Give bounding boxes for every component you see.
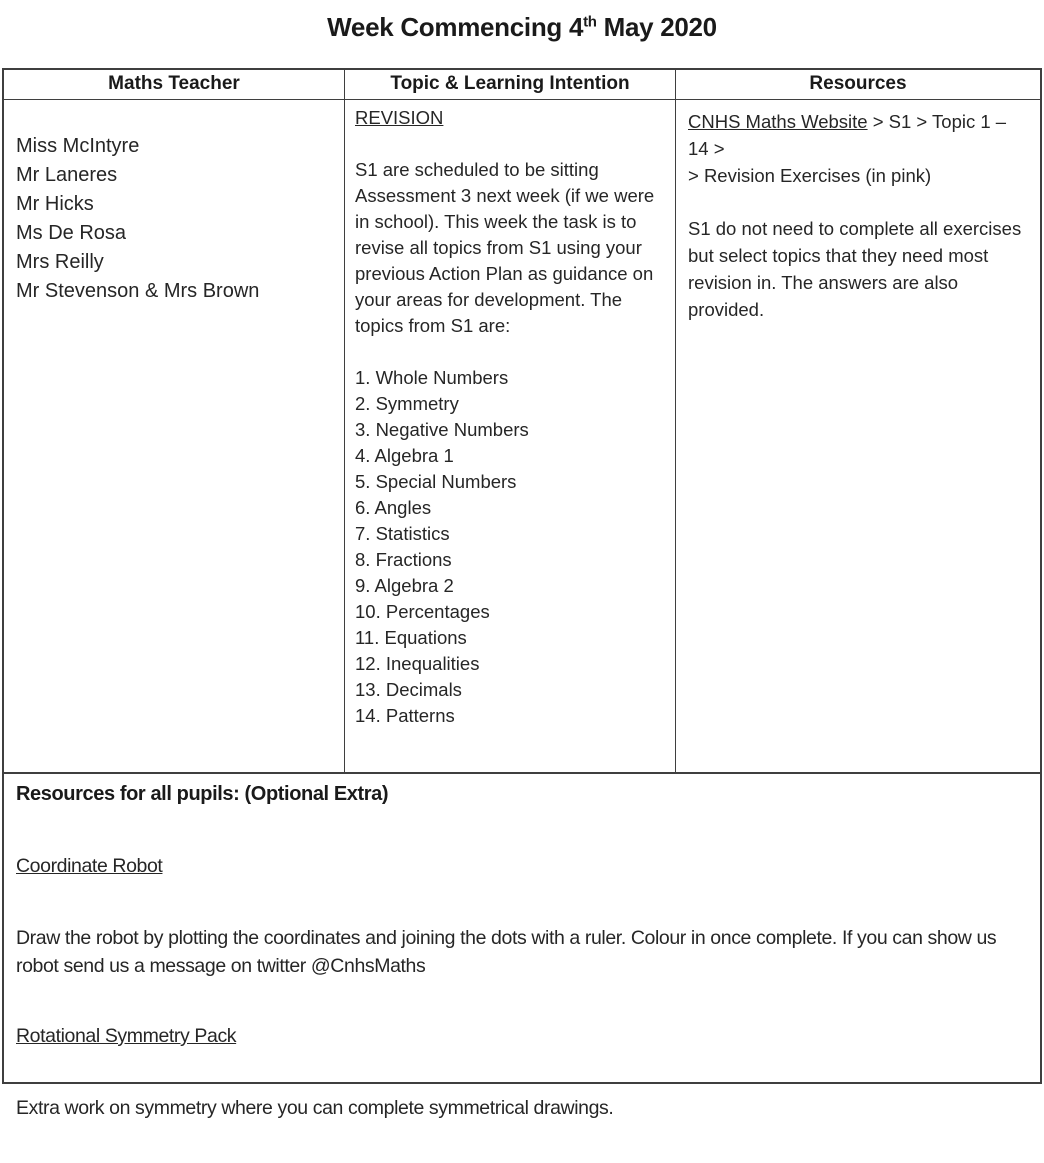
page-title [0,0,1044,56]
topic-list-item: 7. Statistics [355,523,450,544]
blank-line [16,880,1028,924]
revision-paragraph: S1 are scheduled to be sitting Assessment 3 next week (if we were in school). This week the task is to revise all topics from S1 using your previous Action Plan as guidance on your areas for development. The topics from S1 are: [355,159,655,336]
coordinate-robot-text: Draw the robot by plotting the coordinates and joining the dots with a ruler. Colour in once complete. If you can show us robot send us a message on twitter @CnhsMaths [16,927,997,977]
topic-list-item: 11. Equations [355,627,467,648]
topic-list-item: 5. Special Numbers [355,471,517,492]
breadcrumb-line2: > Revision Exercises (in pink) [688,165,932,186]
topic-list-item: 6. Angles [355,497,432,518]
resources-cell [676,100,1040,772]
table-header-row [4,70,1040,100]
resources-for-all-pupils-section [4,772,1040,1119]
blank-line [355,131,667,157]
teacher-name: Mr Stevenson & Mrs Brown [16,280,260,302]
header-maths-teacher: Maths Teacher [4,70,345,99]
topic-list-item: 2. Symmetry [355,393,459,414]
blank-line [16,1050,1028,1094]
teacher-name: Mr Laneres [16,164,118,186]
topic-list [355,365,667,729]
topic-list-item: 10. Percentages [355,601,490,622]
breadcrumb-rest: > S1 > Topic 1 – 14 > [688,111,1007,159]
topic-list-item: 1. Whole Numbers [355,367,509,388]
topic-list-item: 14. Patterns [355,705,455,726]
rotational-symmetry-text: Extra work on symmetry where you can complete symmetrical drawings. [16,1097,614,1119]
rotational-symmetry-pack-link[interactable]: Rotational Symmetry Pack [16,1025,237,1047]
topic-list-item: 12. Inequalities [355,653,480,674]
topic-list-item: 9. Algebra 2 [355,575,454,596]
topic-list-item: 13. Decimals [355,679,462,700]
blank-line [688,189,1030,215]
resources-note: S1 do not need to complete all exercises but select topics that they need most revision in. The answers are also provided. [688,218,1022,320]
topic-list-item: 8. Fractions [355,549,452,570]
blank-line [16,980,1028,1022]
teacher-name: Mr Hicks [16,193,94,215]
title-superscript: th [583,13,597,31]
topic-list-item: 4. Algebra 1 [355,445,454,466]
teacher-name: Ms De Rosa [16,222,127,244]
teacher-list-cell [4,100,345,772]
header-topic-learning-intention: Topic & Learning Intention [345,70,676,99]
title-suffix: May 2020 [596,12,717,42]
title-prefix: Week Commencing 4 [327,12,584,42]
schedule-table [2,68,1042,1119]
footer-heading: Resources for all pupils: (Optional Extra) [16,783,389,805]
header-resources: Resources [809,73,907,94]
teacher-name: Miss McIntyre [16,135,140,157]
topic-list-item: 3. Negative Numbers [355,419,529,440]
coordinate-robot-link[interactable]: Coordinate Robot [16,855,163,877]
teacher-name: Mrs Reilly [16,251,104,273]
blank-line [355,339,667,365]
topic-learning-intention-cell [345,100,676,772]
cnhs-maths-website-link[interactable]: CNHS Maths Website [688,111,868,132]
revision-heading: REVISION [355,107,444,128]
table-body-row [4,100,1040,772]
blank-line [16,808,1028,852]
resources-breadcrumb [688,108,1030,162]
